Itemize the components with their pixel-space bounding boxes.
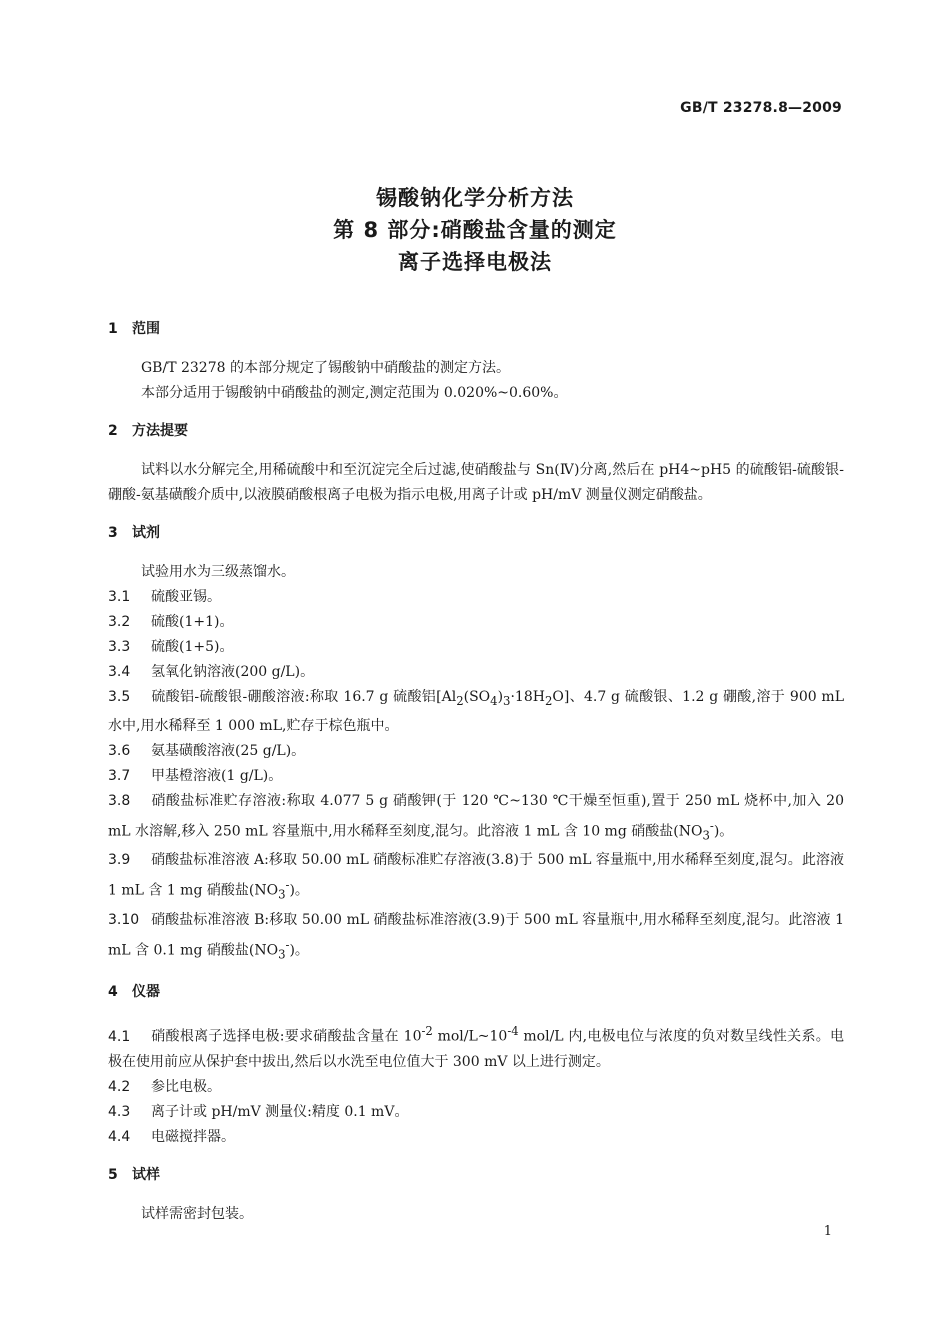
reagent-item-3-3 xyxy=(108,635,844,660)
section-number: 1 xyxy=(108,321,118,337)
item-text-c: mol/L 内,电极电位与浓度的负对数呈线性关系。电极在使用前应从保护套中拔出,然后以水洗至电位值大于 300 mV 以上进行测定。 xyxy=(108,1028,844,1070)
title-line-1: 锡酸钠化学分析方法 xyxy=(376,186,574,210)
section-number: 4 xyxy=(108,984,118,1001)
item-number: 3.7 xyxy=(108,767,131,784)
section-title: 仪器 xyxy=(132,984,160,1001)
section-3-heading xyxy=(108,520,844,546)
reagent-item-3-9 xyxy=(108,848,844,907)
section-4-heading xyxy=(108,979,844,1005)
reagent-item-3-2 xyxy=(108,610,844,635)
section-number: 5 xyxy=(108,1166,118,1183)
item-number: 3.10 xyxy=(108,911,140,928)
superscript: - xyxy=(285,878,290,893)
item-text: 甲基橙溶液(1 g/L)。 xyxy=(151,767,283,784)
item-text: 硫酸亚锡。 xyxy=(151,589,221,605)
item-text-a: 硫酸铝-硫酸银-硼酸溶液:称取 16.7 g 硫酸铝[Al xyxy=(151,689,457,705)
reagent-item-3-4 xyxy=(108,660,844,685)
subscript: 2 xyxy=(544,693,553,708)
subscript: 2 xyxy=(456,693,464,708)
reagent-item-3-8 xyxy=(108,789,844,848)
item-number: 4.4 xyxy=(108,1128,131,1145)
item-number: 3.2 xyxy=(108,614,131,630)
reagents-intro: 试验用水为三级蒸馏水。 xyxy=(141,564,295,580)
reagent-item-3-5 xyxy=(108,685,844,739)
superscript: - xyxy=(709,818,714,833)
apparatus-item-4-4 xyxy=(108,1125,844,1150)
item-text-a: 硝酸盐标准溶液 A:移取 50.00 mL 硝酸标准贮存溶液(3.8)于 500 mL 容量瓶中,用水稀释至刻度,混匀。此溶液 1 mL 含 1 mg 硝酸盐(NO xyxy=(108,852,844,899)
scope-paragraph-2: 本部分适用于锡酸钠中硝酸盐的测定,测定范围为 0.020%~0.60%。 xyxy=(141,385,568,401)
item-number: 4.2 xyxy=(108,1078,131,1095)
item-number: 3.6 xyxy=(108,742,131,759)
section-1-heading xyxy=(108,316,844,342)
item-text: 氨基磺酸溶液(25 g/L)。 xyxy=(151,742,306,759)
document-title xyxy=(0,182,950,278)
section-title: 范围 xyxy=(132,321,160,337)
apparatus-item-4-2 xyxy=(108,1075,844,1100)
item-number: 3.1 xyxy=(108,589,131,605)
section-title: 试剂 xyxy=(132,525,160,541)
subscript: 3 xyxy=(278,887,286,902)
document-body xyxy=(108,316,844,1227)
item-text-b: )。 xyxy=(289,942,309,959)
item-text-b: mol/L~10 xyxy=(432,1028,508,1045)
item-text: 离子计或 pH/mV 测量仪:精度 0.1 mV。 xyxy=(151,1103,409,1120)
item-text: 参比电极。 xyxy=(151,1078,221,1095)
standard-code: GB/T 23278.8—2009 xyxy=(680,100,842,116)
item-text-a: 硝酸根离子选择电极:要求硝酸盐含量在 10 xyxy=(151,1028,422,1045)
item-text-c: ) xyxy=(497,689,504,705)
item-number: 3.3 xyxy=(108,639,131,655)
superscript: - xyxy=(285,937,290,952)
section-title: 方法提要 xyxy=(132,423,188,439)
reagent-item-3-1 xyxy=(108,585,844,610)
page-number: 1 xyxy=(823,1224,832,1239)
subscript: 3 xyxy=(702,828,710,843)
item-number: 3.9 xyxy=(108,852,131,869)
item-text-b: (SO xyxy=(463,689,491,705)
item-text: 硫酸(1+5)。 xyxy=(151,639,234,655)
section-number: 3 xyxy=(108,525,118,541)
apparatus-item-4-3 xyxy=(108,1100,844,1125)
item-number: 3.8 xyxy=(108,792,131,809)
subscript: 4 xyxy=(490,693,498,708)
item-number: 4.3 xyxy=(108,1103,131,1120)
reagent-item-3-10 xyxy=(108,908,844,967)
item-text-e: O]、4.7 g 硫酸银、1.2 g 硼酸,溶于 900 mL 水中,用水稀释至 1 000 mL,贮存于棕色瓶中。 xyxy=(108,689,844,734)
item-text-b: )。 xyxy=(713,823,734,840)
item-text-a: 硝酸盐标准贮存溶液:称取 4.077 5 g 硝酸钾(于 120 ℃~130 ℃干燥至恒重),置于 250 mL 烧杯中,加入 20 mL 水溶解,移入 250 mL 容量瓶中,用水稀释至刻度,混匀。此溶液 1 mL 含 10 mg 硝酸盐(NO xyxy=(108,792,844,840)
subscript: 3 xyxy=(503,693,511,708)
superscript: -4 xyxy=(507,1024,519,1039)
item-text: 电磁搅拌器。 xyxy=(151,1128,235,1145)
apparatus-item-4-1 xyxy=(108,1019,844,1075)
item-text: 氢氧化钠溶液(200 g/L)。 xyxy=(151,664,315,680)
item-number: 4.1 xyxy=(108,1028,131,1045)
item-text-a: 硝酸盐标准溶液 B:移取 50.00 mL 硝酸盐标准溶液(3.9)于 500 mL 容量瓶中,用水稀释至刻度,混匀。此溶液 1 mL 含 0.1 mg 硝酸盐(NO xyxy=(108,911,844,959)
sample-paragraph: 试样需密封包装。 xyxy=(141,1205,253,1222)
item-text-b: )。 xyxy=(289,882,309,899)
subscript: 3 xyxy=(278,947,286,962)
item-number: 3.5 xyxy=(108,689,131,705)
method-summary-paragraph: 试料以水分解完全,用稀硫酸中和至沉淀完全后过滤,使硝酸盐与 Sn(Ⅳ)分离,然后在 pH4~pH5 的硫酸铝-硫酸银-硼酸-氨基磺酸介质中,以液膜硝酸根离子电极为指示电极,用离子计或 pH/mV 测量仪测定硝酸盐。 xyxy=(108,462,844,503)
reagent-item-3-6 xyxy=(108,739,844,764)
scope-paragraph-1: GB/T 23278 的本部分规定了锡酸钠中硝酸盐的测定方法。 xyxy=(141,360,510,376)
section-5-heading xyxy=(108,1162,844,1188)
section-title: 试样 xyxy=(132,1166,160,1183)
section-number: 2 xyxy=(108,423,118,439)
superscript: -2 xyxy=(421,1024,433,1039)
section-2-heading xyxy=(108,418,844,444)
title-line-2: 第 8 部分:硝酸盐含量的测定 xyxy=(333,218,617,242)
reagent-item-3-7 xyxy=(108,764,844,789)
title-line-3: 离子选择电极法 xyxy=(398,250,552,274)
item-text: 硫酸(1+1)。 xyxy=(151,614,234,630)
item-text-d: ·18H xyxy=(510,689,545,705)
item-number: 3.4 xyxy=(108,664,131,680)
